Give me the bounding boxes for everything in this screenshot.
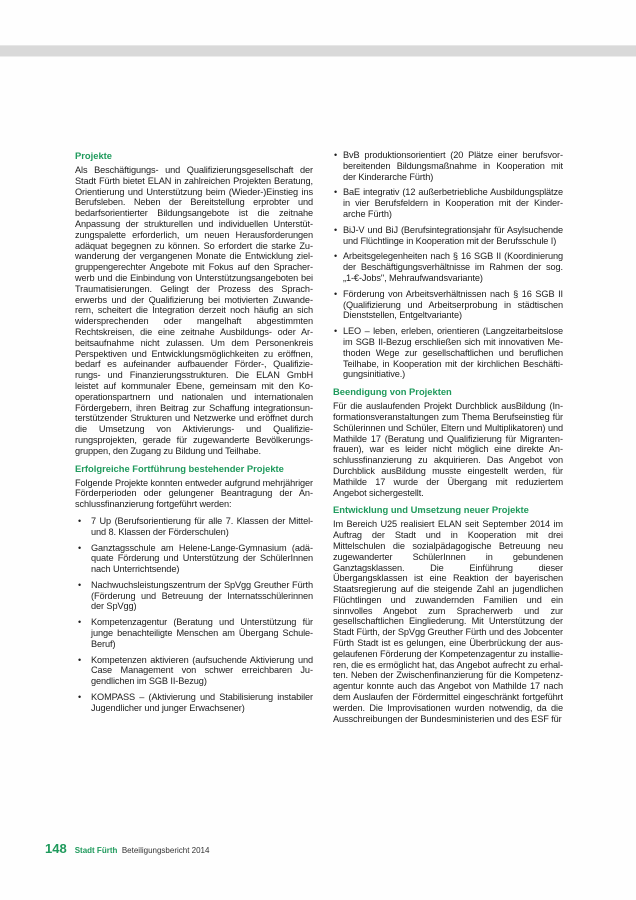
list-item-text: Arbeitsgelegenheiten nach § 16 SGB II (Koordinierung der Beschäftigungsverhältnisse im Rahmen der sog. „1-€-Jobs", Mehraufwandsvariante) xyxy=(343,251,563,283)
left-column xyxy=(75,150,313,720)
list-item-text: BvB produktionsorientiert (20 Plätze einer berufsvorbereitenden Bildungsmaßnahme in Kooperation mit der Kinderarche Fürth) xyxy=(343,150,563,182)
list-item xyxy=(75,543,313,575)
header-bar xyxy=(0,45,636,57)
bullet-icon: • xyxy=(334,187,338,198)
list-item-text: Förderung von Arbeitsverhältnissen nach § 16 SGB II (Qualifizierung und Arbeitserprobung in städtischen Dienststellen, Entgeltvariante) xyxy=(343,288,563,321)
heading-beendigung: Beendigung von Projekten xyxy=(333,386,452,398)
list-item xyxy=(333,289,563,321)
project-list-left xyxy=(75,516,313,714)
list-item xyxy=(333,326,563,380)
list-item xyxy=(75,580,313,612)
footer-label xyxy=(75,840,210,858)
list-item-text: KOMPASS – (Aktivierung und Stabilisierung instabiler Jugendlicher und junger Erwachsener) xyxy=(91,692,313,713)
list-item-text: LEO – leben, erleben, orientieren (Langzeitarbeitslose im SGB II-Bezug erschließen sich mit innovativen Methoden Wege zur gesellschaftlichen und beruflichen Teilhabe, in Kooperation mit der kirchlichen Beschäftigungsinitiative.) xyxy=(343,326,563,380)
bullet-icon: • xyxy=(334,224,338,235)
bullet-icon: • xyxy=(78,692,82,703)
list-item-text: Ganztagsschule am Helene-Lange-Gymnasium (adäquate Förderung und Unterstützung der SchülerInnen nach Unterrichtsende) xyxy=(91,542,313,575)
heading-entwicklung: Entwicklung und Umsetzung neuer Projekte xyxy=(333,504,529,516)
list-item-text: Nachwuchsleistungszentrum der SpVgg Greuther Fürth (Förderung und Betreuung der Internatsschülerinnen der SpVgg) xyxy=(91,579,313,612)
page-number: 148 xyxy=(45,841,67,856)
list-item xyxy=(75,692,313,714)
project-list-right xyxy=(333,150,563,380)
heading-projekte: Projekte xyxy=(75,150,112,161)
list-item xyxy=(75,617,313,649)
bullet-icon: • xyxy=(334,251,338,262)
entwicklung-paragraph: Im Bereich U25 realisiert ELAN seit September 2014 im Auftrag der Stadt und in Kooperation mit drei Mittelschulen die sozialpädagogische Betreuung neu zugewanderter SchülerInnen in gebundenen Ganztagsklassen. Die Einführung dieser Übergangsklassen ist eine Reaktion der bayerischen Staatsregierung auf die steigende Zahl an jugendlichen Flüchtlingen und zuwandernden Familien und ein sinnvolles Angebot zum Spracherwerb und zur gesellschaftlichen Eingliederung. Mit Unterstützung der Stadt Fürth, der SpVgg Greuther Fürth und des Jobcenter Fürth Stadt ist es gelungen, eine Überbrückung der ausgelaufenen Förderung der Kompetenzagentur zu installieren, die es ermöglicht hat, das Angebot aufrecht zu erhalten. Neben der Zwischenfinanzierung für die Kompetenzagentur konnte auch das Angebot von Mathilde 17 nach dem Auslaufen der Fördermittel eingeschränkt fortgeführt werden. Die Improvisationen wurden notwendig, da die Ausschreibungen der Bundesministerien und des ESF für xyxy=(333,519,563,724)
fortfuehrung-paragraph: Folgende Projekte konnten entweder aufgrund mehrjähriger Förderperioden oder gelungener Beantragung der Anschlussfinanzierung fortgeführt werden: xyxy=(75,477,313,510)
list-item xyxy=(75,655,313,687)
bullet-icon: • xyxy=(78,579,82,590)
list-item-text: BiJ-V und BiJ (Berufsintegrationsjahr für Asylsuchende und Flüchtlinge in Kooperation mit der Berufsschule I) xyxy=(343,224,563,246)
list-item-text: 7 Up (Berufsorientierung für alle 7. Klassen der Mittel- und 8. Klassen der Förderschulen) xyxy=(91,515,313,537)
bullet-icon: • xyxy=(78,654,82,665)
list-item xyxy=(333,251,563,283)
list-item xyxy=(333,225,563,247)
list-item xyxy=(75,516,313,538)
bullet-icon: • xyxy=(334,150,338,160)
bullet-icon: • xyxy=(78,542,82,553)
footer-city: Stadt Fürth xyxy=(74,846,118,855)
page-footer xyxy=(45,840,209,858)
list-item xyxy=(333,187,563,219)
bullet-icon: • xyxy=(78,617,82,628)
bullet-icon: • xyxy=(78,515,82,526)
beendigung-paragraph: Für die auslaufenden Projekt Durchblick ausBildung (Informationsveranstaltungen zum Thema Berufseinstieg für Schülerinnen und Schüler, Eltern und Multiplikatoren) und Mathilde 17 (Beratung und Qualifizierung für Migrantenfrauen), war es leider nicht möglich eine direkte Anschlussfinanzierung zu akquirieren. Das Angebot von Durchblick ausBildung musste eingestellt werden, für Mathilde 17 wurde der Übergang mit reduziertem Angebot sichergestellt. xyxy=(333,401,563,498)
list-item-text: Kompetenzen aktivieren (aufsuchende Aktivierung und Case Management von schwer erreichbaren Jugendlichen im SGB II-Bezug) xyxy=(91,654,313,687)
intro-paragraph: Als Beschäftigungs- und Qualifizierungsgesellschaft der Stadt Fürth bietet ELAN in zahlreichen Projekten Beratung, Orientierung und Unterstützung beim (Wieder-)Einstieg ins Berufsleben. Neben der Bereitstellung erprobter und bedarfsorientierter Bildungsangebote ist die zeitnahe Anpassung der strukturellen und individuellen Unterstützungspalette erforderlich, um neuen Herausforderungen adäquat begegnen zu können. So erfordert die starke Zuwanderung der vergangenen Monate die Entwicklung zielgruppengerechter Angebote mit Fokus auf den Spracherwerb und die Einbindung von Unterstützungsangeboten bei Traumatisierungen. Gelingt der Prozess des Spracherwerbs und der Qualifizierung bei motivierten Zuwanderern, scheitert die Integration derzeit noch häufig an sich widersprechenden oder mangelhaft abgestimmten Rechtskreisen, die eine zeitnahe Ausbildungs- oder Arbeitsaufnahme nicht zulassen. Um dem Personenkreis Perspektiven und Entwicklungsmöglichkeiten zu eröffnen, bedarf es aufeinander aufbauender Förder-, Qualifizierungs- und Finanzierungsstrukturen. Die ELAN GmbH leistet auf kommunaler Ebene, gemeinsam mit den Kooperationspartnern und nationalen und internationalen Fördergebern, ihren Beitrag zur Schaffung integrationsunterstützender Strukturen und Netzwerke und eröffnet durch die Umsetzung von Aktivierungs- und Qualifizierungsprojekten, gerade für zugewanderte Bevölkerungsgruppen, den Zugang zu Bildung und Teilhabe. xyxy=(75,165,313,456)
bullet-icon: • xyxy=(334,288,338,299)
right-column xyxy=(333,150,563,730)
list-item-text: Kompetenzagentur (Beratung und Unterstützung für junge benachteiligte Menschen am Übergang Schule-Beruf) xyxy=(91,617,313,649)
heading-fortfuehrung: Erfolgreiche Fortführung bestehender Projekte xyxy=(75,462,284,474)
bullet-icon: • xyxy=(334,326,338,337)
list-item xyxy=(333,150,563,182)
footer-title: Beteiligungsbericht 2014 xyxy=(121,846,210,855)
list-item-text: BaE integrativ (12 außerbetriebliche Ausbildungsplätze in vier Berufsfeldern in Kooperation mit der Kinderarche Fürth) xyxy=(343,187,563,219)
